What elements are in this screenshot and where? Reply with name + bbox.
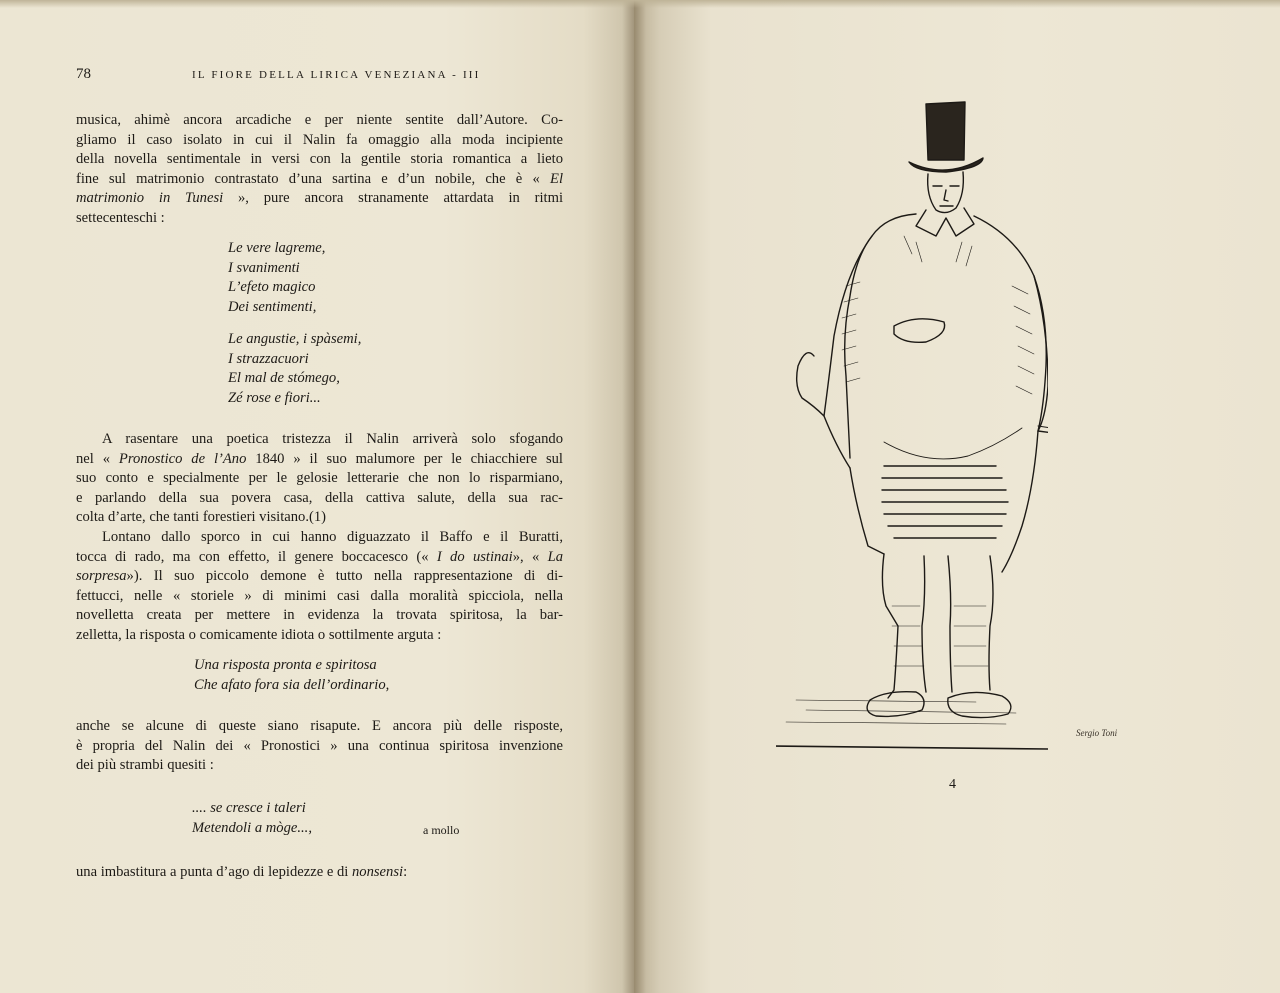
text-line [76, 863, 563, 883]
verse-stanza-4 [192, 799, 312, 838]
verse-line: Le angustie, i spàsemi, [228, 331, 362, 347]
text-line: musica, ahimè ancora arcadiche e per niente sentite dall’Autore. Co- [76, 112, 563, 128]
italic-title: I do ustinai [436, 548, 513, 565]
text-line: e parlando della sua povera casa, della cattiva salute, della sua rac- [76, 489, 563, 506]
running-head-title: IL FIORE DELLA LIRICA VENEZIANA - III [192, 69, 481, 81]
text-segment: »). Il suo piccolo demone è tutto nella rappresentazione di di- [126, 568, 563, 585]
verse-stanza-3 [194, 656, 389, 695]
text-line: dei più strambi quesiti : [76, 757, 214, 774]
paragraph-3 [76, 528, 563, 646]
text-line [76, 548, 563, 568]
paragraph-4 [76, 717, 563, 776]
left-page [0, 0, 634, 993]
verse-line: Che afato fora sia dell’ordinario, [194, 676, 390, 693]
verse-line: El mal de stómego, [228, 370, 340, 387]
text-segment: : [403, 864, 408, 880]
text-line: è propria del Nalin dei « Pronostici » una continua spiritosa invenzione [76, 737, 563, 754]
text-line: suo conto e specialmente per le gelosie letterarie che non lo risparmiano, [76, 470, 563, 487]
page-edge-shadow [0, 0, 1280, 8]
italic-term: nonsensi [351, 864, 404, 880]
verse-line: Zé rose e fiori... [228, 389, 321, 406]
verse-line: .... se cresce i taleri [192, 800, 306, 816]
footnote-ref[interactable]: (1) [309, 509, 327, 526]
verse-gloss: a mollo [423, 823, 460, 837]
text-line [76, 189, 563, 209]
text-line: novelletta creata per mettere in evidenza la trovata spiritosa, la bar- [76, 607, 563, 624]
text-line: A rasentare una poetica tristezza il Nalin arriverà solo sfogando [102, 431, 563, 447]
text-line [76, 450, 563, 470]
text-segment: colta d’arte, che tanti forestieri visitano. [76, 509, 310, 526]
text-line [76, 170, 563, 190]
artist-signature: Sergio Toni [1076, 728, 1118, 738]
verse-line: Dei sentimenti, [228, 298, 317, 315]
text-line: anche se alcune di queste siano risapute. E ancora più delle risposte, [76, 718, 563, 734]
verse-line: Una risposta pronta e spiritosa [194, 657, 377, 673]
text-segment: », pure ancora stranamente attardata in ritmi [237, 190, 563, 207]
text-line [76, 508, 563, 528]
verse-line: Metendoli a mòge..., [192, 819, 312, 836]
text-line: zelletta, la risposta o comicamente idiota o sottilmente arguta : [76, 626, 442, 643]
verse-line: I svanimenti [228, 259, 300, 276]
italic-title: El [550, 170, 564, 187]
text-segment: 1840 » il suo malumore per le chiacchiere sul [255, 450, 563, 467]
paragraph-5 [76, 863, 563, 883]
verse-line: I strazzacuori [228, 350, 309, 367]
italic-title: Pronostico de l’Ano [118, 450, 247, 467]
verse-line: Le vere lagreme, [228, 240, 326, 256]
text-line: gliamo il caso isolato in cui il Nalin fa omaggio alla moda incipiente [76, 131, 563, 148]
text-line: della novella sentimentale in versi con la gentile storia romantica a lieto [76, 151, 563, 168]
verse-line: L’efeto magico [228, 279, 316, 296]
italic-title: sorpresa [76, 568, 127, 585]
paragraph-1 [76, 111, 563, 229]
man-with-top-hat-illustration [776, 86, 1048, 758]
text-line: settecenteschi : [76, 209, 165, 226]
italic-title: La [547, 548, 563, 565]
text-segment: », « [512, 548, 540, 565]
italic-title: matrimonio in Tunesi [76, 190, 224, 207]
text-line: Lontano dallo sporco in cui hanno diguazzato il Baffo e il Buratti, [102, 529, 563, 545]
book-gutter [622, 0, 646, 993]
verse-stanza-1 [228, 239, 325, 317]
verse-stanza-2 [228, 330, 361, 408]
text-line: fettucci, nelle « storiele » di minimi casi dalla moralità spicciola, nella [76, 587, 563, 604]
text-line [76, 567, 563, 587]
running-head [76, 66, 566, 86]
text-segment: nel « [76, 450, 111, 467]
text-segment: una imbastitura a punta d’ago di lepidezze e di [76, 864, 349, 880]
plate-number: 4 [949, 777, 956, 792]
paragraph-2 [76, 430, 563, 528]
text-segment: fine sul matrimonio contrastato d’una sartina e d’un nobile, che è « [76, 170, 540, 187]
page-number: 78 [76, 66, 91, 82]
text-segment: tocca di rado, ma con effetto, il genere boccacesco (« [76, 548, 429, 565]
